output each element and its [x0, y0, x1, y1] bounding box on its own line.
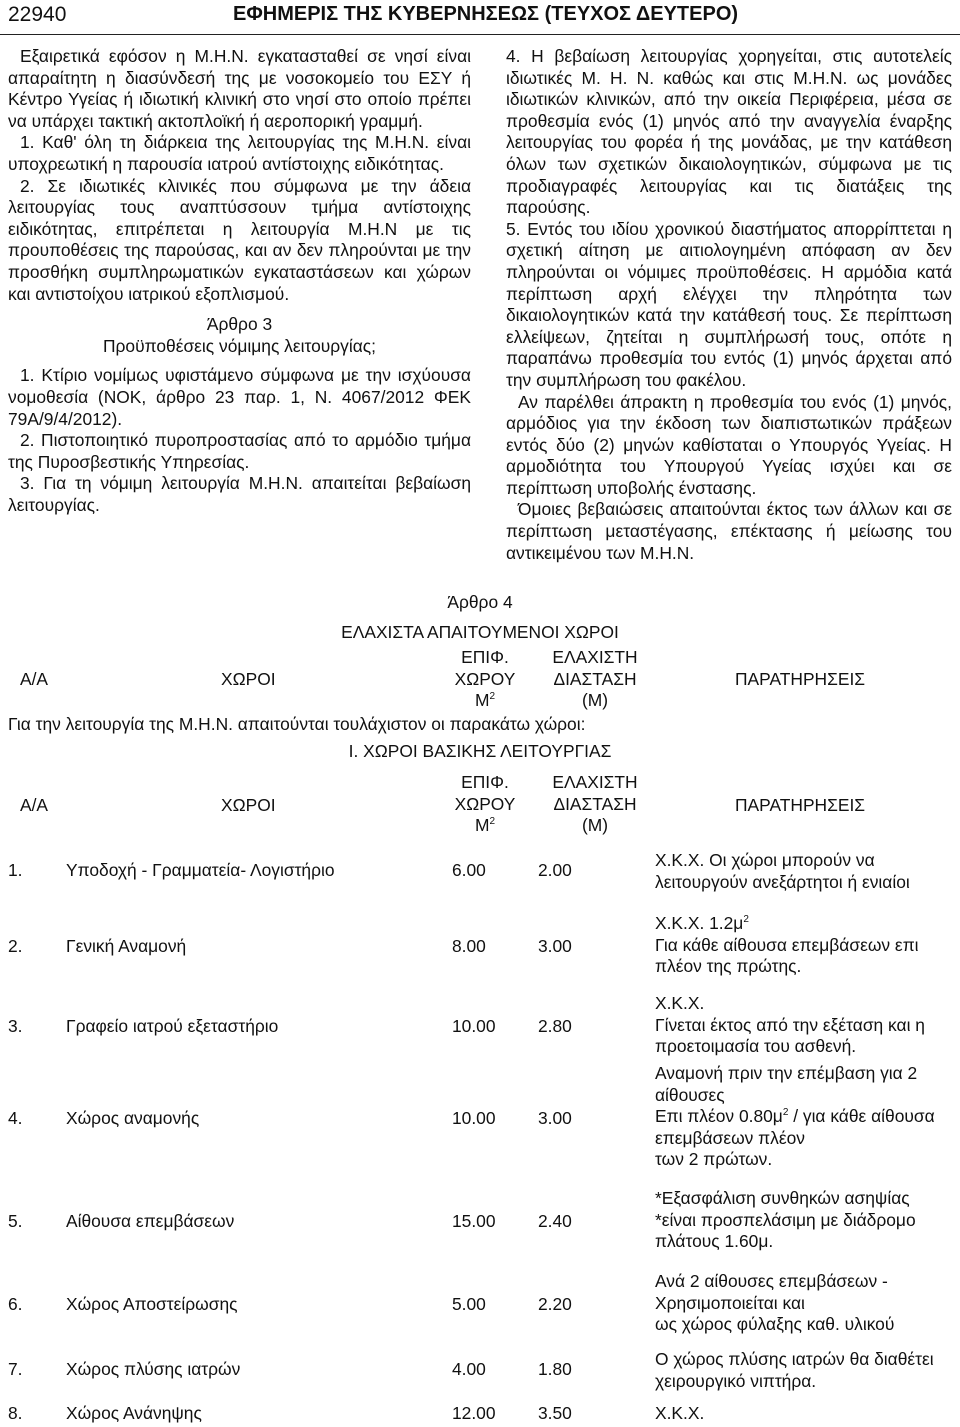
row-number: 7. — [8, 1359, 23, 1379]
room-remarks: Χ.Κ.Χ. Οι χώροι μπορούν να λειτουργούν ανεξάρτητοι ή ενιαίοι — [655, 850, 910, 892]
article-4-heading: Άρθρο 4 — [447, 592, 513, 612]
col-header-rooms: ΧΩΡΟΙ — [221, 669, 276, 689]
room-area: 12.00 — [452, 1403, 496, 1423]
room-dimension: 2.00 — [538, 860, 572, 880]
row-number: 6. — [8, 1294, 23, 1314]
room-name: Χώρος πλύσης ιατρών — [66, 1359, 241, 1379]
row-number: 1. — [8, 860, 23, 880]
col-header-dimension: ΕΛΑΧΙΣΤΗ ΔΙΑΣΤΑΣΗ (Μ) — [552, 772, 638, 836]
paragraph: 3. Για τη νόμιμη λειτουργία Μ.Η.Ν. απαιτείται βεβαίωση λειτουργίας. — [8, 473, 471, 515]
paragraph: 1. Κτίριο νομίμως υφιστάμενο σύμφωνα με την ισχύουσα νομοθεσία (ΝΟΚ, άρθρο 23 παρ. 1, Ν. 4067/2012 ΦΕΚ 79Α/9/4/2012). — [8, 365, 471, 429]
header-rule — [0, 34, 960, 35]
row-number: 4. — [8, 1108, 23, 1128]
room-dimension: 3.50 — [538, 1403, 572, 1423]
col-header-remarks: ΠΑΡΑΤΗΡΗΣΕΙΣ — [735, 669, 866, 689]
paragraph: Αν παρέλθει άπρακτη η προθεσμία του ενός (1) μηνός, αρμόδιος για την έκδοση των διαπιστωτικών πράξεων εντός δύο (2) μηνών καθίσταται ο Υπουργός Υγείας. Η αρμοδιότητα του Υπουργού Υγείας ισχύει και σε περίπτωση υποβολής ένστασης. — [506, 391, 952, 498]
room-area: 4.00 — [452, 1359, 486, 1379]
room-remarks: Αναμονή πριν την επέμβαση για 2 αίθουσες Επι πλέον $0.80\mu^2$ / για κάθε αίθουσα επεμβάσεων πλέον των 2 πρώτων. — [655, 1063, 935, 1170]
paragraph: 2. Πιστοποιητικό πυροπροστασίας από το αρμόδιο τμήμα της Πυροσβεστικής Υπηρεσίας. — [8, 430, 471, 472]
room-remarks: Χ.Κ.Χ. Γίνεται έκτος από την εξέταση και η προετοιμασία του ασθενή. — [655, 993, 925, 1057]
room-name: Χώρος Ανάνηψης — [66, 1403, 202, 1423]
col-header-area: ΕΠΙΦ. ΧΩΡΟΥ $M^2$ — [454, 647, 516, 711]
room-name: Χώρος Αποστείρωσης — [66, 1294, 238, 1314]
row-number: 3. — [8, 1016, 23, 1036]
right-column — [506, 46, 952, 564]
room-dimension: 2.80 — [538, 1016, 572, 1036]
article-3-title: Προϋποθέσεις νόμιμης λειτουργίας; — [102, 335, 377, 356]
room-remarks: Ο χώρος πλύσης ιατρών θα διαθέτει χειρουργικό νιπτήρα. — [655, 1349, 934, 1391]
paragraph: Όμοιες βεβαιώσεις απαιτούνται έκτος των άλλων και σε περίπτωση μεταστέγασης, επέκτασης ή μείωσης του αντικειμένου των Μ.Η.Ν. — [506, 499, 952, 563]
room-remarks: Χ.Κ.Χ. — [655, 1403, 705, 1423]
row-number: 5. — [8, 1211, 23, 1231]
room-dimension: 3.00 — [538, 1108, 572, 1128]
room-area: 8.00 — [452, 936, 486, 956]
room-dimension: 3.00 — [538, 936, 572, 956]
col-header-area: ΕΠΙΦ. ΧΩΡΟΥ $M^2$ — [454, 772, 516, 836]
left-column — [8, 46, 471, 516]
paragraph: 1. Καθ' όλη τη διάρκεια της λειτουργίας της Μ.Η.Ν. είναι υποχρεωτική η παρουσία ιατρού αντίστοιχης ειδικότητας. — [8, 132, 471, 174]
col-header-dimension: ΕΛΑΧΙΣΤΗ ΔΙΑΣΤΑΣΗ (Μ) — [552, 647, 638, 711]
room-name: Γραφείο ιατρού εξεταστήριο — [66, 1016, 279, 1036]
paragraph: 4. Η βεβαίωση λειτουργίας χορηγείται, στις αυτοτελείς ιδιωτικές Μ. Η. Ν. καθώς και στις Μ.Η.Ν. ως μονάδες ιδιωτικών κλινικών, από την οικεία Περιφέρεια, μέσα σε προθεσμία ενός (1) μηνός από την αναγγελία έναρξης λειτουργίας του φορέα ή της μονάδας, με την κατάθεση όλων των σχετικών δικαιολογητικών, σύμφωνα με τις προδιαγραφές λειτουργίας και τις διατάξεις της παρούσης. — [506, 46, 952, 218]
article-4-intro: Για την λειτουργία της Μ.Η.Ν. απαιτούνται τουλάχιστον οι παρακάτω χώροι: — [8, 714, 586, 734]
article-3-heading: Άρθρο 3 — [206, 314, 273, 335]
col-header-aa: Α/Α — [20, 669, 49, 689]
paragraph: Εξαιρετικά εφόσον η Μ.Η.Ν. εγκατασταθεί σε νησί είναι απαραίτητη η διασύνδεσή της με νοσοκομείο του ΕΣΥ ή Κέντρο Υγείας ή ιδιωτική κλινική στο νησί στο οποίο πρέπει να υπάρχει τακτική ακτοπλοϊκή ή αεροπορική γραμμή. — [8, 46, 471, 131]
room-area: 5.00 — [452, 1294, 486, 1314]
room-area: 10.00 — [452, 1108, 496, 1128]
section-heading: Ι. ΧΩΡΟΙ ΒΑΣΙΚΗΣ ΛΕΙΤΟΥΡΓΙΑΣ — [348, 741, 612, 761]
col-header-aa: Α/Α — [20, 795, 49, 815]
row-number: 2. — [8, 936, 23, 956]
room-area: 15.00 — [452, 1211, 496, 1231]
room-name: Υποδοχή - Γραμματεία- Λογιστήριο — [66, 860, 335, 880]
paragraph: 5. Εντός του ιδίου χρονικού διαστήματος απορρίπτεται η σχετική αίτηση με αιτιολογημένη απόφαση αν δεν πληρούνται οι νόμιμες προϋποθέσεις. Η αρμόδια κατά περίπτωση αρχή ελέγχει την πληρότητα των δικαιολογητικών κατά την κατάθεσή τους. Σε περίπτωση ελλείψεων, ζητείται η συμπλήρωσή τους, οπότε η παραπάνω προθεσμία του εντός (1) μηνός άρχεται από την συμπλήρωση του φακέλου. — [506, 218, 952, 390]
page-number: 22940 — [8, 3, 67, 26]
room-remarks: *Εξασφάλιση συνθηκών ασηψίας *είναι προσπελάσιμη με διάδρομο πλάτους 1.60μ. — [655, 1188, 916, 1252]
room-remarks: Χ.Κ.Χ. $1.2\mu^2$ Για κάθε αίθουσα επεμβάσεων επι πλέον της πρώτης. — [655, 913, 919, 977]
paragraph: 2. Σε ιδιωτικές κλινικές που σύμφωνα με την άδεια λειτουργίας τους αναπτύσσουν τμήμα αντίστοιχης ειδικότητας, επιτρέπεται η λειτουργία Μ.Η.Ν με τις προυποθέσεις της παρούσας, και αν δεν πληρούνται με την προσθήκη συμπληρωματικών εγκαταστάσεων και χώρων και αντιστοίχου ιατρικού εξοπλισμού. — [8, 175, 471, 304]
room-dimension: 1.80 — [538, 1359, 572, 1379]
room-area: 6.00 — [452, 860, 486, 880]
room-name: Αίθουσα επεμβάσεων — [66, 1211, 235, 1231]
room-remarks: Ανά 2 αίθουσες επεμβάσεων - Χρησιμοποιείται και ως χώρος φύλαξης καθ. υλικού — [655, 1271, 895, 1335]
row-number: 8. — [8, 1403, 23, 1423]
room-dimension: 2.40 — [538, 1211, 572, 1231]
col-header-remarks: ΠΑΡΑΤΗΡΗΣΕΙΣ — [735, 795, 866, 815]
room-name: Γενική Αναμονή — [66, 936, 187, 956]
gazette-title: ΕΦΗΜΕΡΙΣ ΤΗΣ ΚΥΒΕΡΝΗΣΕΩΣ (ΤΕΥΧΟΣ ΔΕΥΤΕΡΟ) — [233, 3, 739, 25]
room-area: 10.00 — [452, 1016, 496, 1036]
col-header-rooms: ΧΩΡΟΙ — [221, 795, 276, 815]
room-name: Χώρος αναμονής — [66, 1108, 200, 1128]
room-dimension: 2.20 — [538, 1294, 572, 1314]
article-4-title: ΕΛΑΧΙΣΤΑ ΑΠΑΙΤΟΥΜΕΝΟΙ ΧΩΡΟΙ — [341, 622, 619, 642]
